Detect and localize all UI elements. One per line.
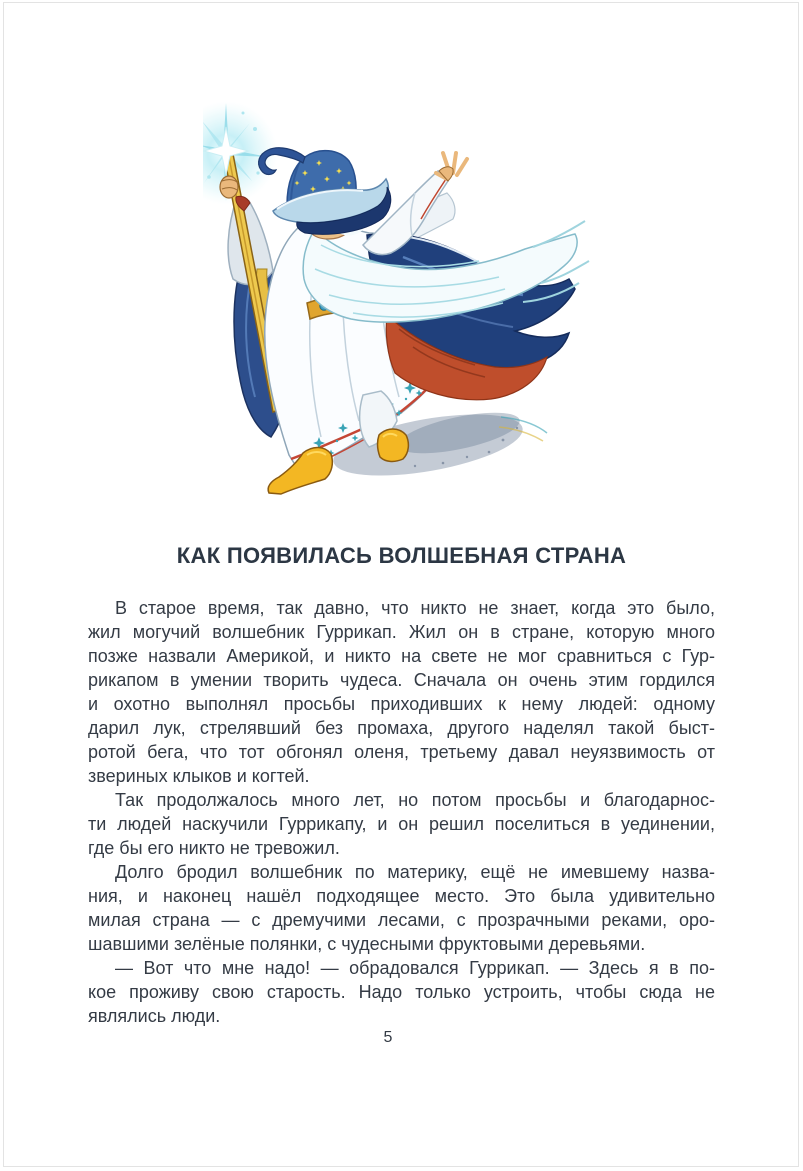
text-line: — Вот что мне надо! — обрадовался Гуррикап. — Здесь я в по- bbox=[115, 958, 715, 978]
page-number: 5 bbox=[383, 1029, 393, 1046]
text-line: ти людей наскучили Гуррикапу, и он решил поселиться в уединении, bbox=[88, 814, 715, 834]
text-line: В старое время, так давно, что никто не знает, когда это было, bbox=[115, 598, 715, 618]
paragraph bbox=[88, 860, 715, 1028]
text-line: ротой бега, что тот обгонял оленя, третьему давал неуязвимость от bbox=[88, 742, 715, 762]
text-line: где бы его никто не тревожил. bbox=[88, 838, 340, 858]
text-line: шавшими зелёные полянки, с чудесными фруктовыми деревьями. bbox=[88, 934, 646, 954]
paragraph bbox=[88, 596, 715, 788]
text-line: милая страна — с дремучими лесами, с прозрачными реками, оро- bbox=[88, 910, 715, 930]
wizard-hat bbox=[259, 148, 391, 235]
text-line: являлись люди. bbox=[88, 1006, 221, 1026]
text-line: рикапом в умении творить чудеса. Сначала он очень этим гордился bbox=[88, 670, 715, 690]
text-line: Долго бродил волшебник по материку, ещё не имевшему назва- bbox=[115, 862, 715, 882]
text-line: кое проживу свою старость. Надо только устроить, чтобы сюда не bbox=[88, 982, 715, 1002]
text-line: позже назвали Америкой, и никто на свете не мог сравниться с Гур- bbox=[88, 646, 715, 666]
text-line: и охотно выполнял просьбы приходивших к нему людей: одному bbox=[88, 694, 715, 714]
text-block bbox=[88, 596, 715, 1028]
paragraph bbox=[88, 788, 715, 860]
text-line: ния, и наконец нашёл подходящее место. Это была удивительно bbox=[88, 886, 715, 906]
wizard-illustration bbox=[203, 97, 595, 502]
text-line: звериных клыков и когтей. bbox=[88, 766, 310, 786]
text-line: жил могучий волшебник Гуррикап. Жил он в стране, которую много bbox=[88, 622, 715, 642]
text-line: дарил лук, стрелявший без промаха, другого наделял такой быст- bbox=[88, 718, 715, 738]
chapter-title: КАК ПОЯВИЛАСЬ ВОЛШЕБНАЯ СТРАНА bbox=[176, 543, 627, 568]
text-line: Так продолжалось много лет, но потом просьбы и благодарнос- bbox=[115, 790, 715, 810]
